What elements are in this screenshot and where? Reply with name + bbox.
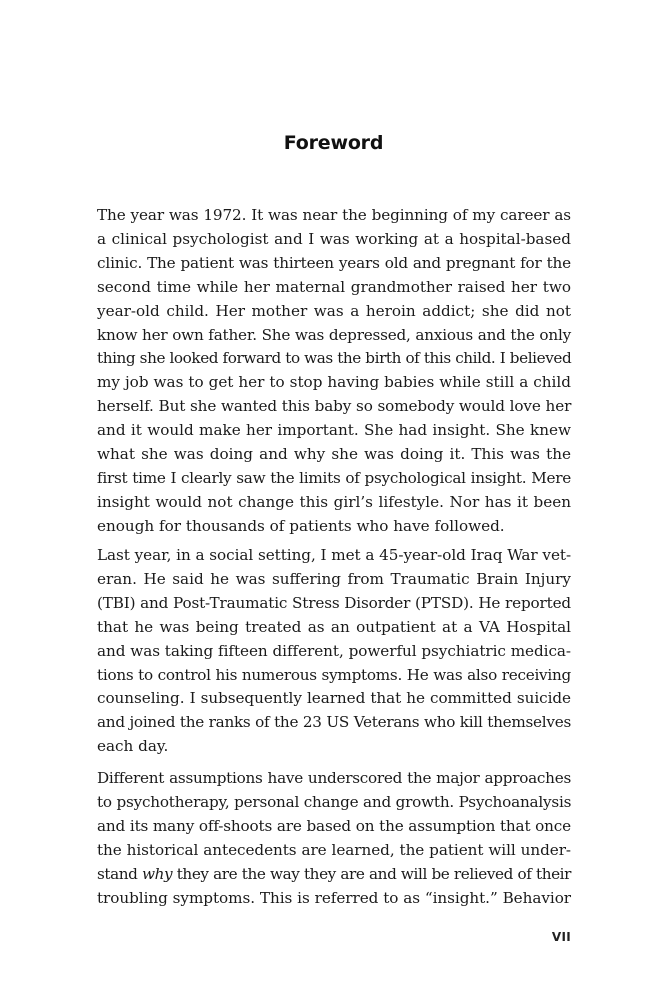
text-line: and was taking fifteen different, powerful psychiatric medica- bbox=[97, 641, 571, 660]
text-line: troubling symptoms. This is referred to as “insight.” Behavior bbox=[97, 888, 571, 907]
text-line: enough for thousands of patients who have followed. bbox=[97, 516, 505, 535]
text-line: eran. He said he was suffering from Traumatic Brain Injury bbox=[97, 569, 571, 588]
page-number: VII bbox=[551, 930, 571, 944]
paragraph-1969-story bbox=[97, 204, 571, 539]
paragraph-assumptions bbox=[97, 767, 571, 910]
page-title: Foreword bbox=[283, 132, 384, 154]
text-line: what she was doing and why she was doing it. This was the bbox=[97, 445, 571, 464]
text-run: stand bbox=[97, 864, 143, 883]
text-line-with-emphasis bbox=[97, 863, 571, 887]
text-line: my job was to get her to stop having babies while still a child bbox=[97, 373, 571, 392]
text-line: Last year, in a social setting, I met a 45-year-old Iraq War vet- bbox=[97, 546, 572, 564]
paragraph-veteran bbox=[97, 544, 571, 759]
text-line: second time while her maternal grandmother raised her two bbox=[97, 277, 571, 296]
text-line: first time I clearly saw the limits of psychological insight. Mere bbox=[97, 468, 571, 487]
text-line: tions to control his numerous symptoms. He was also receiving bbox=[97, 665, 571, 684]
text-line: Different assumptions have underscored the major approaches bbox=[97, 769, 571, 787]
text-line: herself. But she wanted this baby so somebody would love her bbox=[97, 397, 572, 416]
text-line: insight would not change this girl’s lifestyle. Nor has it been bbox=[97, 492, 571, 511]
emphasis-why: why bbox=[142, 864, 173, 883]
text-line: clinic. The patient was thirteen years old and pregnant for the bbox=[97, 253, 571, 272]
text-line: year-old child. Her mother was a heroin addict; she did not bbox=[97, 301, 571, 320]
text-line: (TBI) and Post-Traumatic Stress Disorder (PTSD). He reported bbox=[97, 593, 571, 612]
text-line: counseling. I subsequently learned that he committed suicide bbox=[97, 689, 571, 708]
text-line: a clinical psychologist and I was working at a hospital-based bbox=[97, 229, 571, 248]
text-line: and joined the ranks of the 23 US Veterans who kill themselves bbox=[97, 713, 571, 732]
text-line: to psychotherapy, personal change and growth. Psychoanalysis bbox=[97, 792, 572, 811]
text-run: they are the way they are and will be relieved of their bbox=[172, 864, 572, 883]
text-line: each day. bbox=[97, 737, 169, 756]
text-line: know her own father. She was depressed, anxious and the only bbox=[97, 325, 571, 344]
text-line: the historical antecedents are learned, the patient will under- bbox=[97, 840, 571, 859]
text-line: that he was being treated as an outpatient at a VA Hospital bbox=[97, 617, 571, 636]
text-line: and it would make her important. She had insight. She knew bbox=[97, 421, 571, 440]
text-line: The year was 1972. It was near the beginning of my career as bbox=[97, 206, 571, 224]
text-line: and its many off-shoots are based on the assumption that once bbox=[97, 816, 571, 835]
text-line: thing she looked forward to was the birth of this child. I believed bbox=[97, 349, 572, 368]
